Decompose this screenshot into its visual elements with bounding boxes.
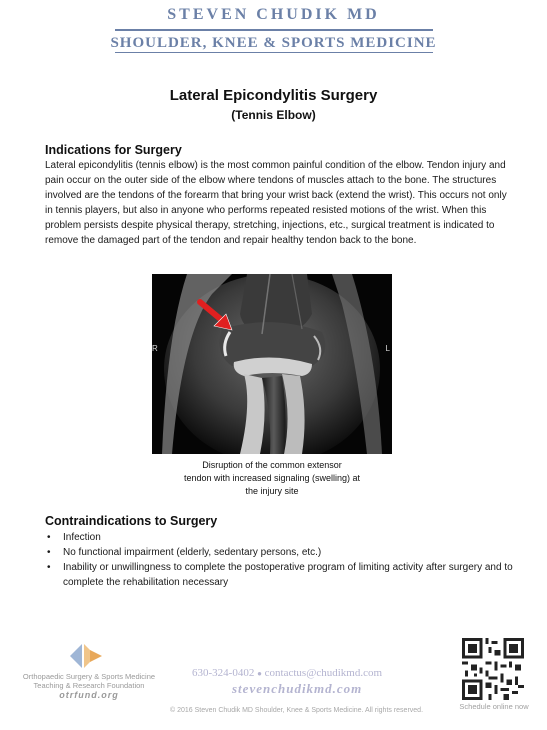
indications-heading: Indications for Surgery	[45, 143, 182, 157]
practice-name: STEVEN CHUDIK MD	[167, 6, 380, 23]
bullet-icon: •	[47, 547, 51, 558]
qr-caption: Schedule online now	[459, 702, 529, 711]
separator-dot-icon: ●	[257, 669, 262, 678]
caption-line: Disruption of the common extensor	[202, 460, 342, 470]
practice-specialty: SHOULDER, KNEE & SPORTS MEDICINE	[110, 35, 437, 51]
page-title: Lateral Epicondylitis Surgery	[169, 87, 378, 104]
email-link[interactable]: contactus@chudikmd.com	[264, 667, 383, 679]
bullet-icon: •	[47, 562, 51, 573]
caption-line: tendon with increased signaling (swelling) at	[183, 473, 361, 483]
qr-code-icon[interactable]	[462, 638, 524, 700]
mri-image	[152, 274, 392, 454]
figure-caption	[152, 459, 392, 498]
list-item: • No functional impairment (elderly, sedentary persons, etc.)	[47, 547, 322, 558]
caption-line: the injury site	[245, 486, 299, 496]
list-item: • Infection	[47, 532, 101, 543]
list-item: • Inability or unwillingness to complete the postoperative program of limiting activity after surgery and to complete the rehabilitation necessary	[47, 562, 513, 588]
header-divider	[115, 29, 433, 31]
foundation-link[interactable]: otrfund.org	[59, 690, 119, 700]
indications-paragraph: Lateral epicondylitis (tennis elbow) is the most common painful condition of the elbow. Tendon injury and pain occur on the outer side of the elbow where tendons of muscles attach to the bone. The structures involved are the tendons of the forearm that bring your wrist back (extend the wrist). This occurs not only in tennis players, but also in anyone who performs repeated resisted motions of the wrist. When this problem persists despite physical therapy, stretching, injections, etc., surgical treatment is indicated to remove the damaged part of the tendon and repair healthy tendon back to the bone.	[45, 160, 507, 246]
foundation-name: Orthopaedic Surgery & Sports Medicine Teaching & Research Foundation	[22, 672, 156, 690]
header-divider-bottom	[115, 52, 433, 53]
website-link[interactable]: stevenchudikmd.com	[232, 681, 363, 696]
elbow-mri-illustration	[152, 274, 392, 454]
mri-right-marker: L	[385, 344, 390, 353]
copyright-notice: © 2016 Steven Chudik MD Shoulder, Knee & Sports Medicine. All rights reserved.	[170, 707, 424, 714]
contraindications-list	[45, 530, 515, 590]
phone-number[interactable]: 630-324-0402	[192, 667, 255, 679]
bullet-icon: •	[47, 532, 51, 543]
foundation-logo-icon	[68, 642, 106, 670]
contact-line	[192, 667, 382, 679]
mri-left-marker: R	[152, 344, 158, 353]
contraindications-heading: Contraindications to Surgery	[45, 514, 218, 528]
page-subtitle: (Tennis Elbow)	[231, 108, 316, 122]
